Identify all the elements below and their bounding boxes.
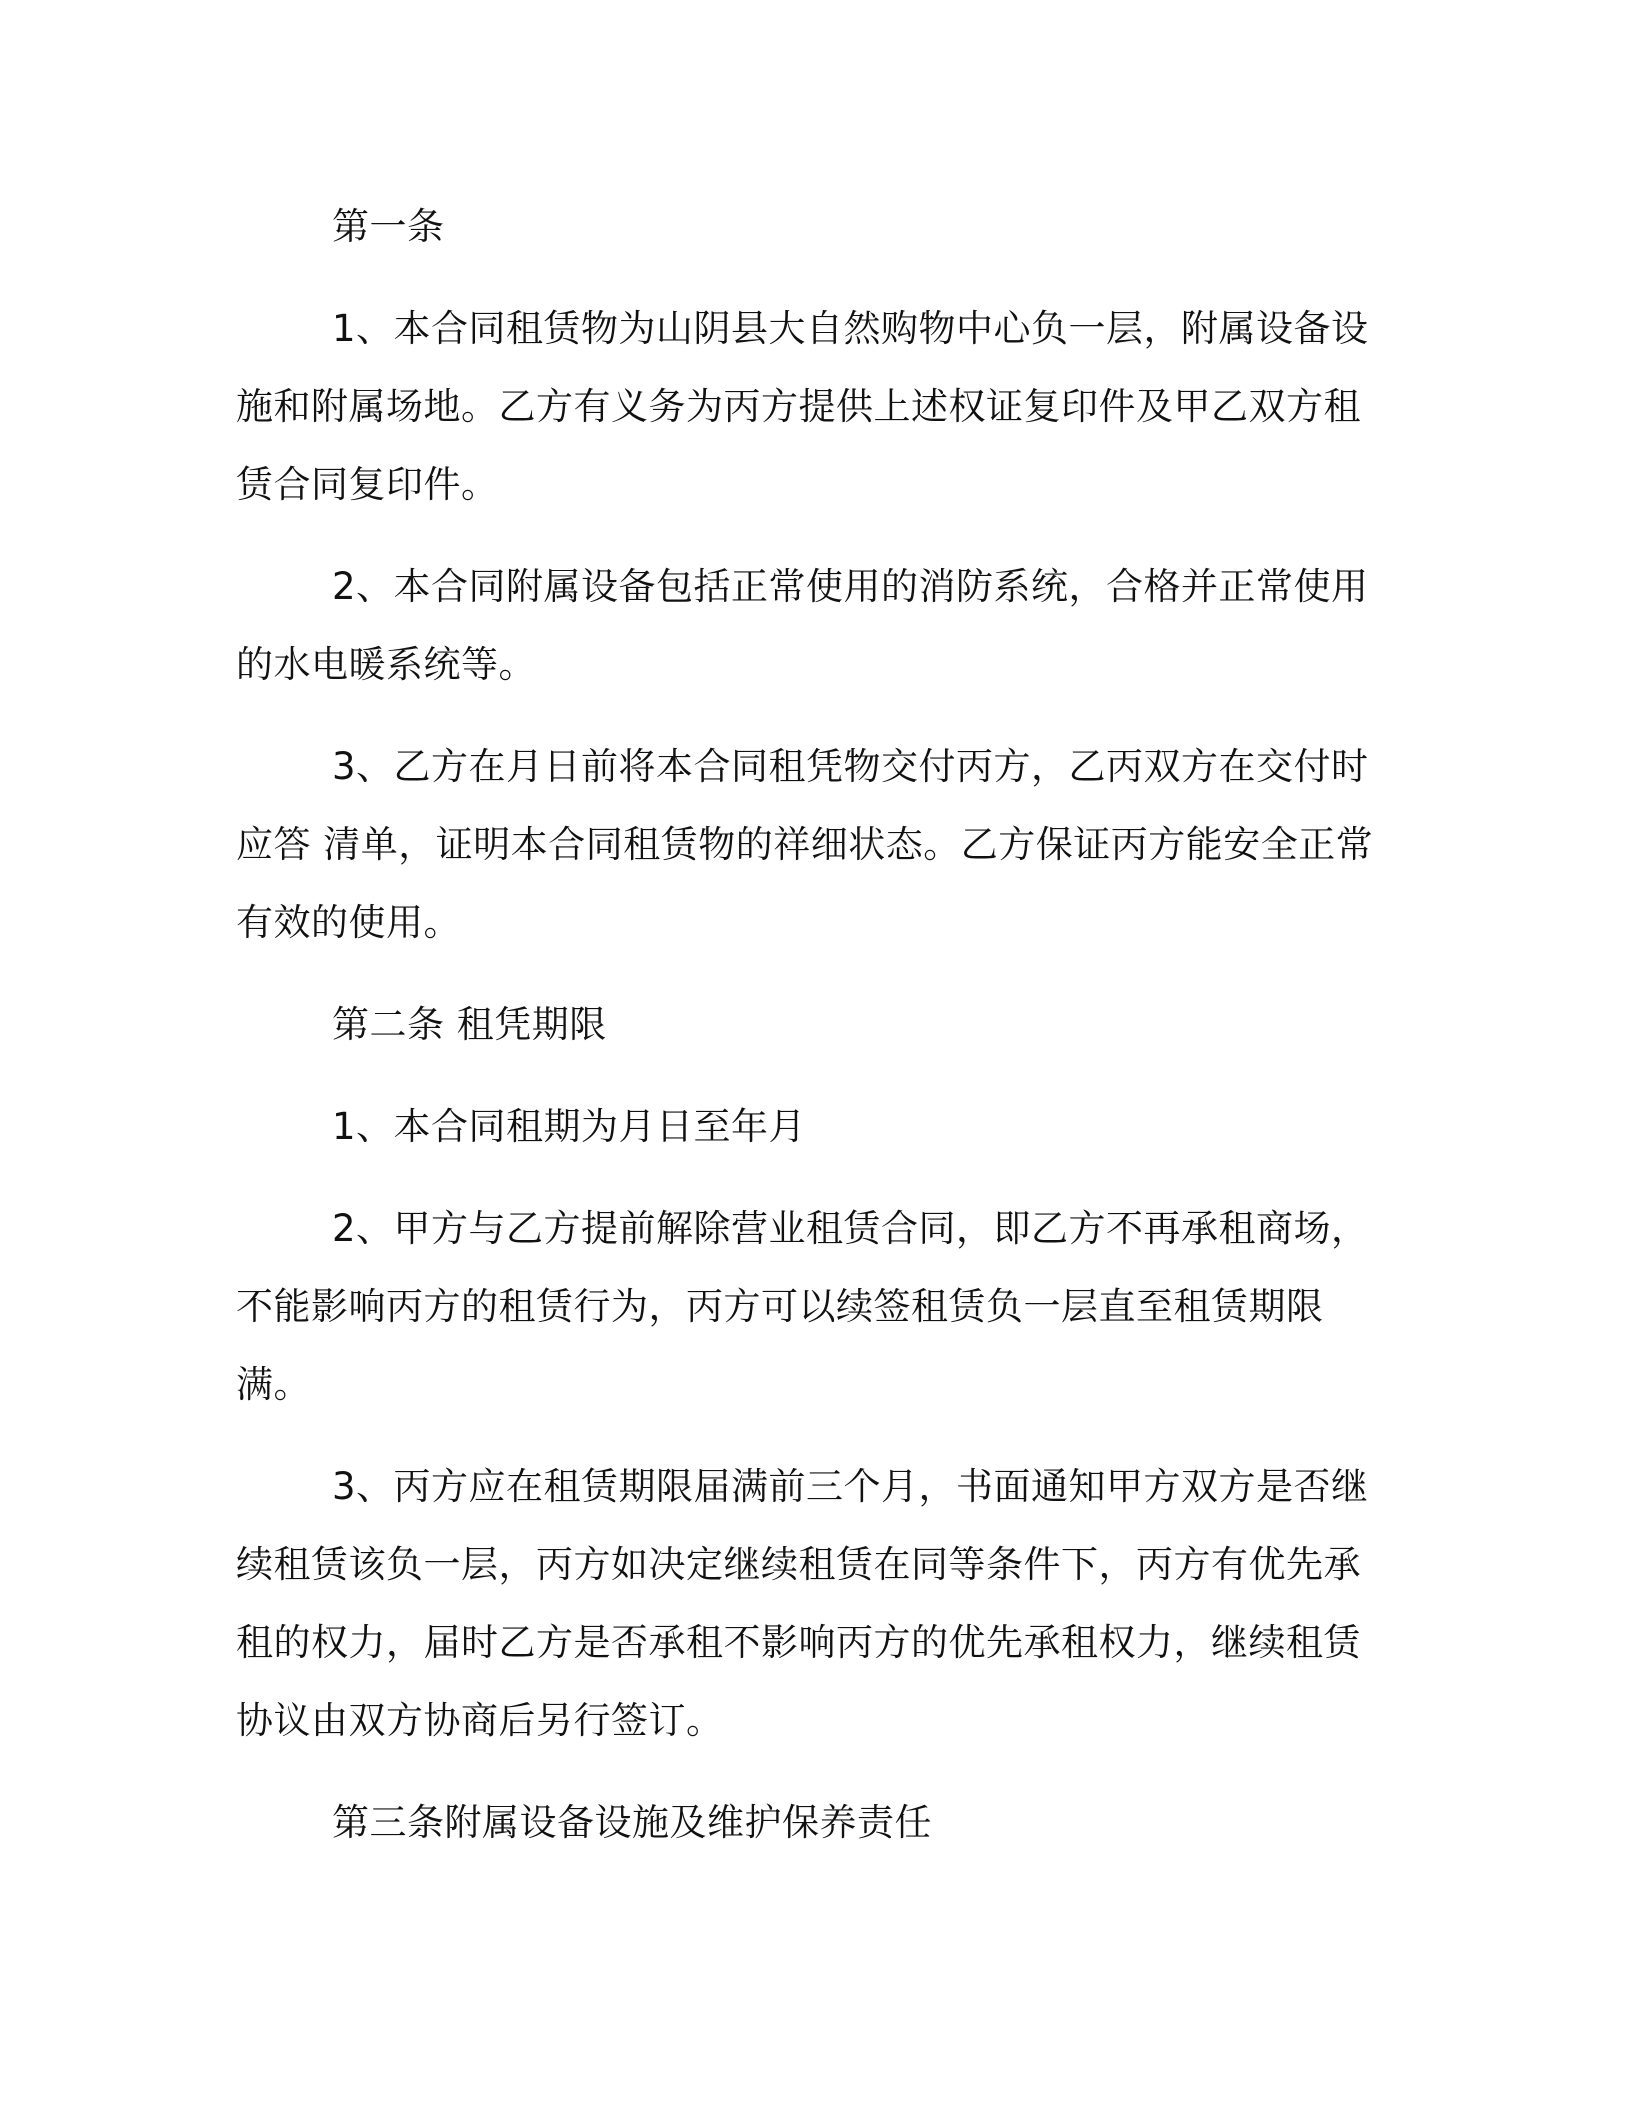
article-2-clause-1: 1、本合同租期为月日至年月 xyxy=(332,1105,807,1148)
article-1-clause-1: 1、本合同租赁物为山阴县大自然购物中心负一层，附属设备设施和附属场地。乙方有义务为丙方提供上述权证复印件及甲乙双方租赁合同复印件。 xyxy=(236,307,1369,506)
article-2-clause-3: 3、丙方应在租赁期限届满前三个月，书面通知甲方双方是否继续租赁该负一层，丙方如决定继续租赁在同等条件下，丙方有优先承租的权力，届时乙方是否承租不影响丙方的优先承租权力，继续租赁协议由双方协商后另行签订。 xyxy=(236,1465,1369,1742)
article-1-heading: 第一条 xyxy=(332,205,445,248)
article-1-clause-2: 2、本合同附属设备包括正常使用的消防系统，合格并正常使用的水电暖系统等。 xyxy=(236,565,1369,686)
article-2-heading: 第二条 租凭期限 xyxy=(332,1003,607,1046)
article-1-clause-3: 3、乙方在月日前将本合同租凭物交付丙方，乙丙双方在交付时应答 清单，证明本合同租赁物的祥细状态。乙方保证丙方能安全正常有效的使用。 xyxy=(236,745,1374,944)
article-2-clause-2: 2、甲方与乙方提前解除营业租赁合同，即乙方不再承租商场，不能影响丙方的租赁行为，丙方可以续签租赁负一层直至租赁期限满。 xyxy=(236,1207,1369,1406)
article-3-heading: 第三条附属设备设施及维护保养责任 xyxy=(332,1801,932,1844)
document-body xyxy=(236,188,1396,1862)
